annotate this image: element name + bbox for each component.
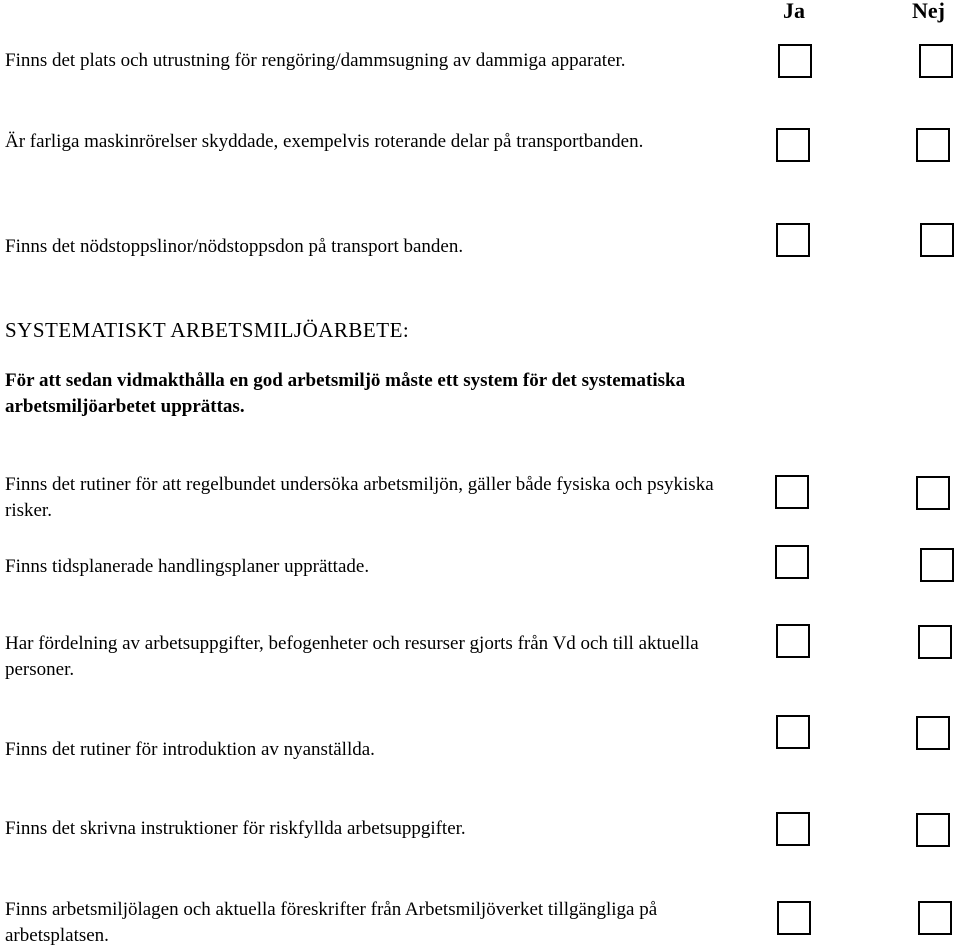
question-text: Finns det rutiner för introduktion av nyanställda. (5, 739, 375, 760)
checkbox-ja[interactable] (776, 223, 810, 257)
checkbox-ja[interactable] (776, 715, 810, 749)
checkbox-nej[interactable] (918, 625, 952, 659)
checkbox-nej[interactable] (916, 813, 950, 847)
checkbox-ja[interactable] (776, 812, 810, 846)
checkbox-nej[interactable] (916, 476, 950, 510)
question-text: Är farliga maskinrörelser skyddade, exempelvis roterande delar på transportbanden. (5, 131, 644, 152)
checkbox-nej[interactable] (919, 44, 953, 78)
checkbox-ja[interactable] (776, 128, 810, 162)
checkbox-ja[interactable] (776, 624, 810, 658)
checkbox-nej[interactable] (920, 223, 954, 257)
column-header-nej: Nej (912, 0, 945, 23)
checkbox-ja[interactable] (775, 545, 809, 579)
question-text: Finns arbetsmiljölagen och aktuella föreskrifter från Arbetsmiljöverket tillgängliga på arbetsplatsen. (5, 899, 658, 946)
question-text: Finns det nödstoppslinor/nödstoppsdon på transport banden. (5, 236, 464, 257)
question-text: Finns det rutiner för att regelbundet undersöka arbetsmiljön, gäller både fysiska och psykiska risker. (5, 474, 714, 521)
section-intro: För att sedan vidmakthålla en god arbetsmiljö måste ett system för det systematiska arbetsmiljöarbetet upprättas. (5, 370, 686, 417)
checkbox-nej[interactable] (918, 901, 952, 935)
question-text: Finns tidsplanerade handlingsplaner upprättade. (5, 556, 370, 577)
checkbox-ja[interactable] (775, 475, 809, 509)
checkbox-ja[interactable] (777, 901, 811, 935)
question-text: Finns det plats och utrustning för rengöring/dammsugning av dammiga apparater. (5, 50, 626, 71)
checkbox-nej[interactable] (916, 128, 950, 162)
question-text: Har fördelning av arbetsuppgifter, befogenheter och resurser gjorts från Vd och till aktuella personer. (5, 633, 699, 680)
checkbox-nej[interactable] (920, 548, 954, 582)
section-heading: SYSTEMATISKT ARBETSMILJÖARBETE: (5, 318, 410, 342)
checkbox-ja[interactable] (778, 44, 812, 78)
column-header-ja: Ja (783, 0, 805, 23)
checkbox-nej[interactable] (916, 716, 950, 750)
question-text: Finns det skrivna instruktioner för riskfyllda arbetsuppgifter. (5, 818, 466, 839)
